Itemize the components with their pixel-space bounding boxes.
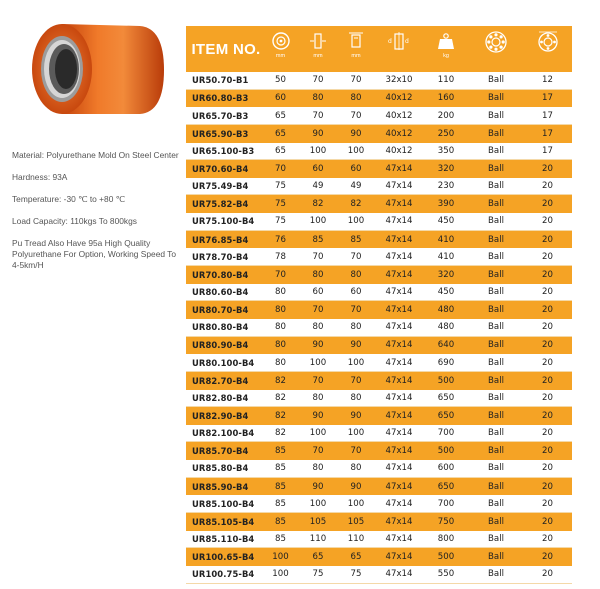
bore-cell: 40x12 [385,128,413,139]
item-no-cell: UR82.70-B4 [192,375,249,386]
item-no-cell: UR75.100-B4 [192,216,255,227]
load-cell: 450 [437,287,455,297]
load-cell: 250 [437,128,455,139]
item-no-cell: UR80.100-B4 [192,357,255,368]
bearing-icon [485,31,507,53]
diameter-cell: 80 [275,357,286,368]
bearing-size-cell: 17 [542,110,553,121]
diameter-cell: 78 [275,251,286,262]
bearing-cell: Ball [488,234,504,245]
item-no-cell: UR85.80-B4 [192,463,249,474]
width-cell: 82 [312,199,324,210]
diameter-cell: 60 [275,93,286,104]
diameter-cell: 85 [275,516,286,527]
width-cell: 70 [312,446,324,457]
width-unit: mm [313,53,323,59]
bearing-size-cell: 17 [542,145,553,156]
bearing-cell: Ball [488,305,504,316]
diameter-cell: 82 [275,375,286,386]
bore-cell: 47x14 [385,569,413,580]
table-row [186,213,572,231]
item-no-cell: UR75.82-B4 [192,199,249,210]
table-body [186,72,572,584]
bore-cell: 47x14 [385,410,413,421]
bearing-size-cell: 20 [542,463,553,474]
width-cell: 80 [312,463,324,474]
diameter-cell: 70 [275,269,286,280]
hub-length-cell: 80 [350,392,362,403]
diameter-cell: 85 [275,446,286,457]
load-unit: kg [443,53,449,59]
bearing-size-cell: 12 [542,75,553,86]
hub-length-cell: 82 [350,199,362,210]
bearing-size-cell: 20 [542,305,553,316]
bearing-size-cell: 20 [542,357,553,368]
bearing-size-icon [537,31,559,53]
item-no-cell: UR65.70-B3 [192,110,249,121]
item-no-cell: UR65.100-B3 [192,145,255,156]
diameter-cell: 76 [275,234,286,245]
bearing-size-cell: 20 [542,375,553,386]
bore-cell: 47x14 [385,340,413,351]
diameter-unit: mm [275,53,286,59]
hub-length-cell: 65 [350,552,362,563]
diameter-cell: 82 [275,392,286,403]
bearing-size-cell: 20 [542,481,553,492]
bearing-size-cell: 20 [542,340,553,351]
bearing-cell: Ball [488,251,504,262]
bearing-cell: Ball [488,287,504,297]
diameter-cell: 85 [275,481,286,492]
bore-cell: 47x14 [385,446,413,457]
bearing-size-cell: 20 [542,199,553,210]
load-cell: 350 [437,145,455,156]
load-cell: 230 [437,181,455,192]
diameter-cell: 100 [272,569,289,580]
table-row [186,442,572,460]
item-no-cell: UR82.80-B4 [192,392,249,403]
width-cell: 105 [309,516,327,527]
width-cell: 90 [312,481,324,492]
diameter-cell: 75 [275,216,286,227]
spec-temperature: Temperature: -30 ℃ to +80 ℃ [12,194,126,204]
bearing-cell: Ball [488,446,504,457]
load-cell: 450 [437,216,455,227]
diameter-cell: 85 [275,463,286,474]
load-cell: 160 [437,93,455,104]
hub-length-column-header [337,26,375,72]
bearing-column-header [469,26,523,72]
table-row [186,231,572,249]
table-row [186,125,572,143]
hub-length-cell: 70 [350,251,362,262]
load-cell: 690 [437,357,455,368]
table-row [186,407,572,425]
table-row [186,72,572,90]
table-row [186,178,572,196]
table-row [186,425,572,443]
width-cell: 49 [312,181,324,192]
load-cell: 650 [437,481,455,492]
item-no-heading: ITEM NO. [191,40,261,58]
load-cell: 320 [437,269,455,280]
hub-length-cell: 90 [350,481,362,492]
bore-cell: 47x14 [385,428,413,439]
hub-length-cell: 80 [350,269,362,280]
load-cell: 480 [437,322,455,333]
bearing-size-cell: 20 [542,428,553,439]
item-no-cell: UR85.105-B4 [192,516,255,527]
hub-length-cell: 75 [350,569,362,580]
diameter-cell: 50 [275,75,286,86]
bearing-size-cell: 20 [542,569,553,580]
table-row [186,495,572,513]
bearing-cell: Ball [488,410,504,421]
hub-length-cell: 90 [350,410,362,421]
item-no-cell: UR82.100-B4 [192,428,255,439]
wheel-width-icon [308,31,328,51]
hub-length-cell: 49 [350,181,362,192]
bearing-size-cell: 20 [542,164,553,175]
bearing-size-cell: 17 [542,93,553,104]
spec-hardness: Hardness: 93A [12,172,68,182]
item-no-cell: UR70.60-B4 [192,164,249,175]
width-cell: 90 [312,128,324,139]
item-no-cell: UR80.60-B4 [192,287,249,297]
bore-cell: 47x14 [385,269,413,280]
hub-length-cell: 110 [347,533,365,544]
hub-length-cell: 70 [350,305,362,316]
width-cell: 70 [312,75,324,86]
item-no-cell: UR65.90-B3 [192,128,249,139]
hub-length-cell: 90 [350,340,362,351]
hub-length-cell: 100 [347,216,365,227]
hub-length-cell: 80 [350,463,362,474]
table-row [186,566,572,584]
load-cell: 390 [437,199,455,210]
width-cell: 70 [312,251,324,262]
spec-material: Material: Polyurethane Mold On Steel Center [12,150,179,160]
width-cell: 80 [312,269,324,280]
table-row [186,372,572,390]
load-cell: 800 [437,533,455,544]
bore-cell: 40x12 [385,145,413,156]
bore-cell: 47x14 [385,357,413,368]
table-row [186,143,572,161]
table-row [186,390,572,408]
bearing-size-cell: 20 [542,322,553,333]
load-cell: 600 [437,463,455,474]
item-no-cell: UR60.80-B3 [192,93,249,104]
width-cell: 100 [309,428,327,439]
item-no-cell: UR100.65-B4 [192,552,255,563]
hub-length-cell: 100 [347,357,365,368]
bore-cell: 32x10 [385,75,413,86]
diameter-cell: 65 [275,128,286,139]
spec-table [186,26,572,578]
item-no-cell: UR85.110-B4 [192,533,255,544]
bearing-cell: Ball [488,392,504,403]
bore-cell: 47x14 [385,305,413,316]
bore-cell: 47x14 [385,199,413,210]
bearing-cell: Ball [488,498,504,509]
hub-length-cell: 80 [350,93,362,104]
load-cell: 750 [437,516,455,527]
diameter-cell: 75 [275,181,286,192]
diameter-column-header [262,26,299,72]
diameter-cell: 65 [275,145,286,156]
bore-cell: 47x14 [385,234,413,245]
bearing-size-cell: 17 [542,128,553,139]
table-row [186,460,572,478]
diameter-cell: 70 [275,164,286,175]
bore-cell: 47x14 [385,552,413,563]
bearing-cell: Ball [488,199,504,210]
bearing-size-cell: 20 [542,446,553,457]
table-row [186,195,572,213]
bearing-cell: Ball [488,164,504,175]
bearing-size-cell: 20 [542,269,553,280]
diameter-cell: 80 [275,287,286,297]
item-no-cell: UR80.70-B4 [192,305,249,316]
load-cell: 320 [437,164,455,175]
bore-icon [386,31,412,51]
width-cell: 80 [312,322,324,333]
load-cell: 500 [437,446,455,457]
load-cell: 200 [437,110,455,121]
item-no-cell: UR85.100-B4 [192,498,255,509]
bearing-size-cell: 20 [542,498,553,509]
bearing-cell: Ball [488,216,504,227]
width-cell: 100 [309,498,327,509]
diameter-cell: 100 [272,552,289,563]
width-cell: 100 [309,357,327,368]
bore-cell: 47x14 [385,287,413,297]
bore-cell: 47x14 [385,533,413,544]
bore-cell: 47x14 [385,322,413,333]
load-cell: 550 [437,569,455,580]
roller-product-image [22,14,172,124]
table-row [186,513,572,531]
width-cell: 60 [312,164,324,175]
bearing-cell: Ball [488,569,504,580]
svg-text:d: d [405,38,409,45]
width-cell: 75 [312,569,324,580]
width-cell: 90 [312,340,324,351]
bearing-size-cell: 20 [542,533,553,544]
bearing-cell: Ball [488,128,504,139]
bearing-size-cell: 20 [542,216,553,227]
table-row [186,354,572,372]
bearing-cell: Ball [488,145,504,156]
item-no-cell: UR70.80-B4 [192,269,249,280]
wheel-diameter-icon [271,31,291,51]
bearing-cell: Ball [488,93,504,104]
hub-length-cell: 100 [347,428,365,439]
diameter-cell: 80 [275,305,286,316]
load-cell: 650 [437,410,455,421]
bore-cell: 47x14 [385,251,413,262]
item-no-cell: UR85.90-B4 [192,481,249,492]
bearing-cell: Ball [488,75,504,86]
bearing-size-cell: 20 [542,552,553,563]
bearing-cell: Ball [488,375,504,386]
load-cell: 700 [437,428,455,439]
bearing-cell: Ball [488,516,504,527]
bore-cell: 47x14 [385,481,413,492]
hub-length-cell: 80 [350,322,362,333]
table-row [186,107,572,125]
bore-cell: 40x12 [385,93,413,104]
bearing-cell: Ball [488,181,504,192]
table-row [186,531,572,549]
width-cell: 65 [312,552,324,563]
bore-cell: 47x14 [385,375,413,386]
load-cell: 500 [437,375,455,386]
bearing-size-cell: 20 [542,392,553,403]
item-no-cell: UR50.70-B1 [192,75,249,86]
hub-length-icon [346,31,366,51]
width-cell: 85 [312,234,324,245]
hub-length-cell: 90 [350,128,362,139]
width-cell: 80 [312,392,324,403]
table-row [186,90,572,108]
item-no-cell: UR80.90-B4 [192,340,249,351]
bearing-size-cell: 20 [542,181,553,192]
product-specs [12,150,184,282]
load-cell: 480 [437,305,455,316]
bearing-cell: Ball [488,481,504,492]
diameter-cell: 80 [275,340,286,351]
diameter-cell: 82 [275,410,286,421]
width-cell: 100 [309,145,327,156]
hub-length-cell: 100 [347,145,365,156]
hub-length-cell: 70 [350,110,362,121]
hub-length-cell: 60 [350,287,362,297]
hub-length-cell: 100 [347,498,365,509]
bearing-size-cell: 20 [542,251,553,262]
table-row [186,284,572,302]
table-row [186,319,572,337]
bore-column-header [375,26,423,72]
diameter-cell: 75 [275,199,286,210]
hub-length-cell: 60 [350,164,362,175]
bore-cell: 47x14 [385,216,413,227]
svg-text:d: d [388,38,392,45]
item-no-cell: UR100.75-B4 [192,569,255,580]
load-column-header [423,26,469,72]
table-row [186,548,572,566]
width-cell: 110 [309,533,327,544]
diameter-cell: 80 [275,322,286,333]
width-cell: 90 [312,410,324,421]
bearing-cell: Ball [488,269,504,280]
table-row [186,160,572,178]
bearing-size-cell: 20 [542,410,553,421]
item-no-cell: UR80.80-B4 [192,322,249,333]
table-row [186,478,572,496]
bearing-cell: Ball [488,428,504,439]
item-no-cell: UR85.70-B4 [192,446,249,457]
spec-tread-option: Pu Tread Also Have 95a High Quality Polyurethane For Option, Working Speed To 4-5km/H [12,238,177,270]
bearing-size-cell: 20 [542,287,553,297]
bearing-cell: Ball [488,110,504,121]
width-cell: 70 [312,305,324,316]
width-cell: 80 [312,93,324,104]
item-no-cell: UR78.70-B4 [192,251,249,262]
bearing-cell: Ball [488,357,504,368]
item-no-cell: UR75.49-B4 [192,181,249,192]
hub-length-cell: 70 [350,375,362,386]
width-cell: 70 [312,375,324,386]
hub-length-unit: mm [351,53,361,59]
table-header [186,26,572,72]
bearing-cell: Ball [488,533,504,544]
bore-cell: 40x12 [385,110,413,121]
diameter-cell: 65 [275,110,286,121]
bearing-cell: Ball [488,340,504,351]
table-row [186,301,572,319]
hub-length-cell: 85 [350,234,362,245]
diameter-cell: 82 [275,428,286,439]
load-cell: 640 [437,340,455,351]
spec-load-capacity: Load Capacity: 110kgs To 800kgs [12,216,137,226]
width-column-header [299,26,337,72]
bearing-cell: Ball [488,552,504,563]
bearing-size-cell: 20 [542,234,553,245]
bearing-cell: Ball [488,322,504,333]
hub-length-cell: 105 [347,516,365,527]
item-no-cell: UR82.90-B4 [192,410,249,421]
bearing-size-cell: 20 [542,516,553,527]
load-cell: 410 [437,234,455,245]
bore-cell: 47x14 [385,516,413,527]
table-row [186,337,572,355]
bore-cell: 47x14 [385,164,413,175]
bore-cell: 47x14 [385,181,413,192]
diameter-cell: 85 [275,533,286,544]
item-no-cell: UR76.85-B4 [192,234,249,245]
width-cell: 100 [309,216,327,227]
load-cell: 500 [437,552,455,563]
bearing-cell: Ball [488,463,504,474]
bore-cell: 47x14 [385,463,413,474]
bore-cell: 47x14 [385,392,413,403]
table-row [186,266,572,284]
diameter-cell: 85 [275,498,286,509]
load-cell: 700 [437,498,455,509]
width-cell: 70 [312,110,324,121]
table-row [186,248,572,266]
load-cell: 650 [437,392,455,403]
width-cell: 60 [312,287,324,297]
bearing-size-column-header [523,26,572,72]
hub-length-cell: 70 [350,446,362,457]
hub-length-cell: 70 [350,75,362,86]
load-cell: 410 [437,251,455,262]
load-cell: 110 [437,75,455,86]
weight-load-icon [436,31,456,51]
bore-cell: 47x14 [385,498,413,509]
